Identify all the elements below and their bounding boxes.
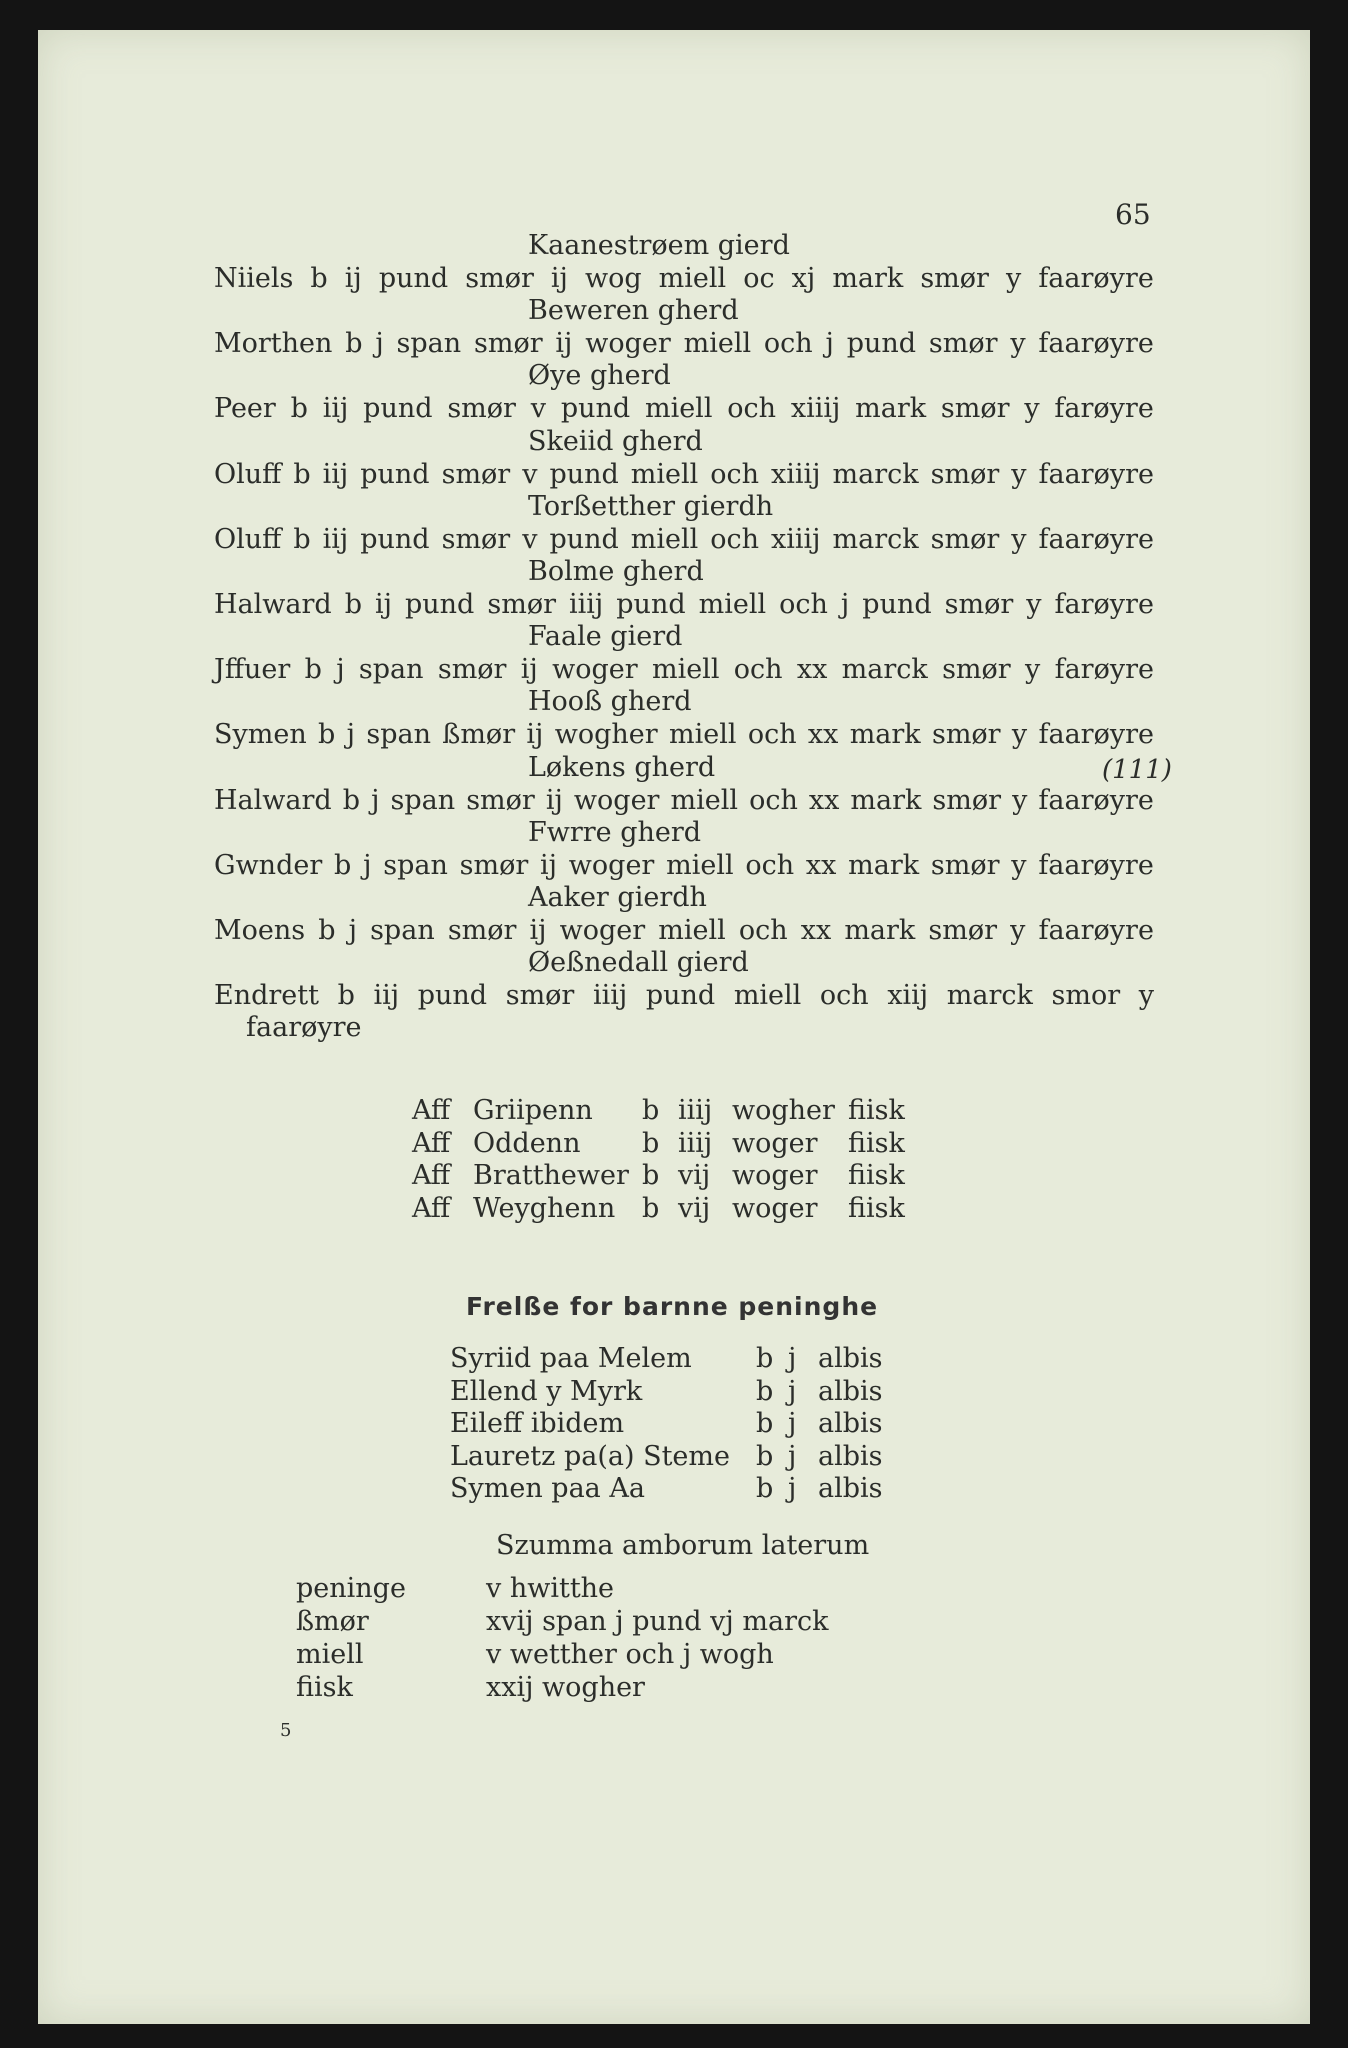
entry-word: marck	[832, 458, 919, 490]
entry-word: smør	[928, 915, 997, 946]
entry-word: miell	[669, 719, 737, 751]
entry-word: woger	[568, 849, 655, 881]
entry-word: y	[1010, 328, 1026, 360]
entry-word: pund	[360, 458, 430, 490]
entry-word: och	[733, 654, 783, 686]
entry-word: Symen	[214, 719, 307, 751]
entry-word: j	[840, 589, 850, 620]
farm-name: Beweren gherd	[528, 295, 739, 327]
entry-word: xx	[796, 654, 828, 686]
entry-word: b	[342, 784, 361, 816]
entry-word: y	[1011, 849, 1027, 881]
entry-word: smør	[930, 523, 1000, 555]
child-qty: j	[788, 1375, 797, 1407]
fish-item: fiisk	[848, 1127, 905, 1159]
entry-word: farøyre	[1054, 589, 1154, 620]
entry-word: miell	[683, 328, 752, 360]
entry-word: xx	[800, 915, 832, 946]
entry-word: xiiij	[771, 458, 821, 490]
page-number: 65	[1115, 198, 1151, 231]
child-item: albis	[818, 1375, 883, 1407]
entry-word: xiij	[887, 980, 929, 1012]
farm-name: Aaker gierdh	[528, 882, 707, 913]
entry-word: j	[371, 784, 380, 816]
total-label: ßmør	[296, 1606, 369, 1637]
entry-word: span	[396, 328, 462, 360]
entry-word: och	[779, 589, 828, 620]
entry-word: y	[1011, 458, 1027, 490]
entry-word: y	[1011, 719, 1028, 751]
entry-word: smør	[466, 784, 535, 816]
entry-word: mark	[850, 784, 922, 816]
entry-word: faarøyre	[1038, 784, 1154, 816]
entry-word: b	[334, 849, 352, 881]
entry-word: marck	[841, 654, 928, 686]
entry-word: ij	[520, 654, 538, 686]
entry-word: miell	[733, 980, 802, 1012]
entry-word: y	[1006, 263, 1022, 294]
entry-word: j	[375, 328, 384, 360]
entry-word: ij	[526, 719, 544, 751]
entry-word: smør	[505, 980, 575, 1012]
entry-word: och	[710, 523, 760, 555]
entry-word: y	[1138, 980, 1154, 1012]
child-qty: j	[788, 1408, 797, 1439]
section-heading: Frelße for barnne peninghe	[466, 1292, 879, 1321]
entry-word: xiiij	[771, 523, 821, 555]
entry-word: b	[304, 654, 322, 686]
fish-unit: woger	[732, 1127, 818, 1159]
entry-word: Oluff	[214, 458, 282, 490]
entry-word: b	[337, 980, 355, 1012]
entry-word: pund	[360, 523, 430, 555]
child-b: b	[756, 1343, 774, 1374]
farm-name: Løkens gherd	[528, 751, 716, 783]
entry-word: miell	[658, 263, 727, 294]
entry-word: iiij	[592, 980, 628, 1012]
entry-word: och	[763, 328, 813, 360]
farm-name: Øye gherd	[528, 360, 671, 392]
entry-word: woger	[573, 784, 660, 816]
entry-word: mark	[844, 915, 916, 946]
entry-word: woger	[585, 328, 671, 360]
entry-word: mark	[849, 719, 921, 751]
fish-b: b	[642, 1127, 660, 1159]
farm-name: Faale gierd	[528, 621, 683, 653]
farm-name: Bolme gherd	[528, 556, 704, 587]
entry-word: xj	[791, 263, 816, 294]
entry-word: Jffuer	[214, 654, 291, 686]
entry-word: span	[370, 915, 435, 946]
entry-word: pund	[378, 263, 449, 294]
entry-word: j	[825, 328, 834, 360]
total-label: miell	[296, 1639, 364, 1670]
entry-word: smør	[459, 849, 529, 881]
entry-word: span	[358, 654, 424, 686]
child-name: Symen paa Aa	[450, 1473, 645, 1504]
entry-word: faarøyre	[1038, 915, 1154, 946]
entry-word: y	[1026, 589, 1042, 620]
entry-word: b	[345, 328, 363, 360]
fish-aff: Aff	[412, 1095, 451, 1126]
entry-word: och	[819, 980, 869, 1012]
document-page	[38, 30, 1310, 2024]
entry-line	[214, 459, 1154, 490]
total-label: fiisk	[296, 1672, 353, 1703]
entry-word: pund	[846, 328, 917, 360]
child-item: albis	[818, 1408, 883, 1439]
entry-word: pund	[616, 589, 686, 620]
fish-aff: Aff	[412, 1127, 451, 1159]
entry-word: b	[310, 263, 328, 294]
entry-word: xx	[805, 849, 837, 881]
child-qty: j	[788, 1473, 797, 1504]
entry-word: miell	[630, 458, 699, 490]
farm-name: Kaanestrøem gierd	[528, 230, 790, 261]
entry-word: y	[1024, 393, 1040, 425]
entry-word: Peer	[214, 393, 276, 425]
fish-unit: wogher	[732, 1095, 835, 1126]
entry-word: pund	[417, 980, 488, 1012]
fish-unit: woger	[732, 1192, 818, 1224]
entry-word: y	[1011, 523, 1027, 555]
entry-word: farøyre	[1054, 654, 1154, 686]
entry-line	[214, 980, 1154, 1011]
entry-word: y	[1012, 784, 1028, 816]
farm-name: Fwrre gherd	[528, 816, 702, 848]
entry-word: Halward	[214, 784, 332, 816]
entry-line	[214, 719, 1154, 750]
entry-word: Endrett	[214, 980, 319, 1012]
entry-word: y	[1025, 654, 1041, 686]
entry-word: y	[1010, 915, 1026, 946]
child-item: albis	[818, 1440, 883, 1472]
entry-word: iij	[322, 393, 349, 425]
child-name: Syriid paa Melem	[450, 1343, 692, 1374]
entry-word: smor	[1051, 980, 1121, 1012]
entry-word: pund	[862, 589, 932, 620]
entry-word: ij	[374, 589, 392, 620]
entry-word: miell	[630, 523, 699, 555]
entry-word: iiij	[568, 589, 604, 620]
entry-word: ßmør	[442, 719, 516, 751]
entry-word: iij	[373, 980, 400, 1012]
fish-unit: woger	[732, 1160, 818, 1191]
fish-name: Weyghenn	[473, 1192, 616, 1224]
entry-word: miell	[651, 654, 720, 686]
entry-word: pund	[363, 393, 433, 425]
entry-word: miell	[644, 393, 713, 425]
entry-word: wog	[584, 263, 642, 294]
entry-word: xx	[808, 784, 840, 816]
fish-b: b	[642, 1160, 660, 1191]
entry-word: smør	[437, 654, 507, 686]
entry-word: ij	[529, 915, 547, 946]
entry-word: ij	[540, 849, 558, 881]
total-value: v wetther och j wogh	[486, 1639, 774, 1670]
entry-word: farøyre	[1054, 393, 1154, 425]
entry-word: miell	[666, 849, 734, 881]
child-b: b	[756, 1440, 774, 1472]
fish-item: fiisk	[848, 1160, 905, 1191]
summa-title: Szumma amborum laterum	[496, 1530, 870, 1561]
entry-word: iij	[322, 458, 349, 490]
farm-name: Skeiid gherd	[528, 425, 703, 457]
entry-word: smør	[465, 263, 534, 294]
child-name: Eileff ibidem	[450, 1408, 625, 1439]
entry-word: smør	[441, 523, 511, 555]
child-name: Lauretz pa(a) Steme	[450, 1440, 730, 1472]
entry-word: Gwnder	[214, 849, 323, 881]
entry-word: Moens	[214, 915, 306, 946]
entry-word: miell	[670, 784, 739, 816]
entry-word: faarøyre	[1038, 719, 1154, 751]
entry-word: woger	[559, 915, 646, 946]
entry-word: pund	[560, 393, 631, 425]
entry-word: ij	[555, 328, 573, 360]
entry-word: smør	[447, 393, 516, 425]
entry-word: och	[745, 849, 795, 881]
entry-word: ij	[344, 263, 362, 294]
entry-word: wogher	[554, 719, 658, 751]
entry-word: b	[344, 589, 362, 620]
entry-word: smør	[944, 589, 1014, 620]
entry-word: b	[318, 915, 336, 946]
entry-word: v	[522, 458, 538, 490]
entry-word: j	[363, 849, 372, 881]
entry-word: pund	[549, 458, 619, 490]
entry-word: Niiels	[214, 263, 294, 294]
child-item: albis	[818, 1473, 883, 1504]
entry-line	[214, 850, 1154, 881]
entry-word: span	[366, 719, 431, 751]
entry-word: smør	[942, 654, 1011, 686]
entry-word: faarøyre	[1038, 849, 1154, 881]
entry-word: mark	[855, 393, 927, 425]
entry-word: Morthen	[214, 328, 333, 360]
entry-word: pund	[405, 589, 475, 620]
entry-word: ij	[545, 784, 563, 816]
entry-word: v	[522, 523, 538, 555]
fish-item: fiisk	[848, 1192, 905, 1224]
entry-word: span	[383, 849, 448, 881]
entry-word: b	[290, 393, 308, 425]
entry-word: faarøyre	[1038, 328, 1154, 360]
entry-line	[214, 654, 1154, 685]
entry-word: och	[727, 393, 777, 425]
entry-word: b	[293, 458, 311, 490]
entry-word: mark	[848, 849, 920, 881]
entry-word: j	[336, 654, 345, 686]
entry-word: smør	[447, 915, 517, 946]
entry-word: marck	[832, 523, 919, 555]
entry-word: pund	[549, 523, 619, 555]
entry-word: och	[747, 719, 797, 751]
entry-line	[214, 263, 1154, 294]
entry-word: miell	[698, 589, 767, 620]
entry-word: xx	[807, 719, 839, 751]
entry-word: smør	[473, 328, 543, 360]
farm-name: Øeßnedall gierd	[528, 947, 749, 979]
entry-word: woger	[552, 654, 638, 686]
entry-word: smør	[928, 328, 998, 360]
fish-qty: vij	[678, 1160, 711, 1191]
fish-aff: Aff	[412, 1160, 451, 1191]
child-qty: j	[788, 1343, 797, 1374]
fish-qty: iiij	[678, 1127, 713, 1159]
entry-word: v	[530, 393, 547, 425]
entry-word: och	[710, 458, 760, 490]
entry-word: smør	[931, 719, 1001, 751]
entry-word: smør	[920, 263, 989, 294]
entry-word: pund	[645, 980, 716, 1012]
total-value: v hwitthe	[486, 1573, 615, 1604]
child-item: albis	[818, 1343, 883, 1374]
fish-name: Griipenn	[473, 1095, 593, 1126]
fish-qty: vij	[678, 1192, 711, 1224]
fish-item: fiisk	[848, 1095, 905, 1126]
footer-number: 5	[280, 1720, 292, 1741]
page-reference: (111)	[1102, 754, 1172, 785]
child-b: b	[756, 1473, 774, 1504]
entry-word: j	[346, 719, 356, 751]
entry-word: xiiij	[790, 393, 841, 425]
entry-word: b	[318, 719, 336, 751]
entry-word: iij	[322, 523, 349, 555]
entry-line	[214, 915, 1154, 946]
fish-name: Oddenn	[473, 1127, 581, 1159]
entry-line	[214, 393, 1154, 424]
entry-word: och	[738, 915, 788, 946]
entry-word: smør	[441, 458, 511, 490]
total-value: xvij span j pund vj marck	[486, 1606, 829, 1637]
entry-word: och	[749, 784, 798, 816]
entry-line	[214, 589, 1154, 620]
entry-word: mark	[832, 263, 904, 294]
entry-word: ij	[550, 263, 568, 294]
fish-b: b	[642, 1095, 660, 1126]
entry-word: smør	[932, 784, 1002, 816]
child-qty: j	[788, 1440, 797, 1472]
entry-word: marck	[946, 980, 1033, 1012]
child-b: b	[756, 1375, 774, 1407]
entry-word: b	[293, 523, 311, 555]
entry-word: oc	[743, 263, 775, 294]
total-label: peninge	[296, 1573, 406, 1604]
entry-word: miell	[658, 915, 726, 946]
fish-name: Bratthewer	[473, 1160, 629, 1191]
entry-word: smør	[940, 393, 1010, 425]
entry-word: smør	[930, 458, 1000, 490]
entry-word: Halward	[214, 589, 332, 620]
entry-word: faarøyre	[1038, 523, 1154, 555]
fish-b: b	[642, 1192, 660, 1224]
entry-word: Oluff	[214, 523, 282, 555]
entry-line	[214, 328, 1154, 359]
child-name: Ellend y Myrk	[450, 1375, 643, 1407]
entry-word: smør	[487, 589, 556, 620]
farm-name: Torßetther gierdh	[528, 490, 774, 522]
entry-word: faarøyre	[1038, 263, 1154, 294]
total-value: xxij wogher	[486, 1672, 645, 1703]
fish-aff: Aff	[412, 1192, 451, 1224]
child-b: b	[756, 1408, 774, 1439]
farm-name: Hooß gherd	[528, 686, 692, 718]
entry-word: faarøyre	[1038, 458, 1154, 490]
entry-word: span	[390, 784, 456, 816]
entry-line	[214, 785, 1154, 816]
entry-word: smør	[930, 849, 1000, 881]
entry-word: j	[348, 915, 357, 946]
entry-line	[214, 524, 1154, 555]
fish-qty: iiij	[678, 1095, 713, 1126]
entry-continuation: faarøyre	[246, 1012, 362, 1044]
